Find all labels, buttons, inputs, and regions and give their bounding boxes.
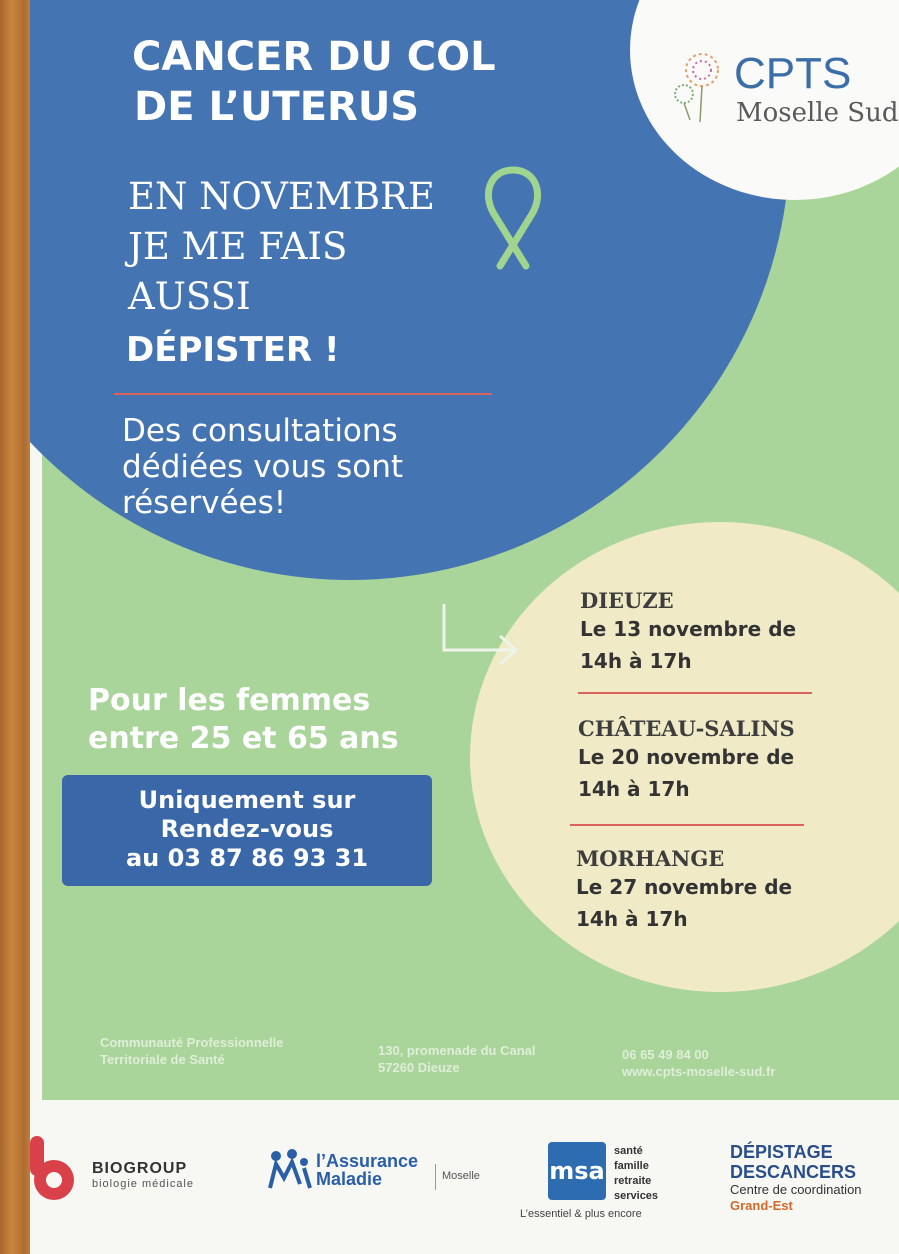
msa-line-2: famille <box>614 1160 649 1172</box>
msa-line-4: services <box>614 1190 659 1202</box>
biogroup-subtitle: biologie médicale <box>92 1178 194 1190</box>
footer-address <box>378 1042 536 1076</box>
subtitle-line-3: AUSSI <box>128 275 251 318</box>
msa-tagline: L’essentiel & plus encore <box>520 1208 642 1220</box>
assurance-line-1: l’Assurance <box>316 1151 419 1171</box>
appointment-phone: au 03 87 86 93 31 <box>125 844 369 872</box>
subtitle-line-2: JE ME FAIS <box>128 225 348 268</box>
footer-phone: 06 65 49 84 00 <box>622 1047 709 1062</box>
divider <box>114 393 492 395</box>
description-line-2: dédiées vous sont <box>122 449 404 485</box>
appointment-line-1: Uniquement sur <box>138 786 356 814</box>
assurance-maladie-text <box>316 1152 418 1188</box>
logo-name: CPTS <box>734 49 852 98</box>
awareness-ribbon-icon <box>468 162 558 277</box>
footer-org-line-1: Communauté Professionnelle <box>100 1035 284 1050</box>
subtitle-line-1: EN NOVEMBRE <box>128 175 435 218</box>
session-date: Le 20 novembre de <box>578 745 795 769</box>
session-hours: 14h à 17h <box>576 907 688 931</box>
session-city: CHÂTEAU-SALINS <box>578 716 795 741</box>
session-date: Le 27 novembre de <box>576 875 793 899</box>
session-divider <box>570 824 804 826</box>
session-hours: 14h à 17h <box>580 649 692 673</box>
footer-website: www.cpts-moselle-sud.fr <box>622 1064 776 1079</box>
session-divider <box>578 692 812 694</box>
description-line-1: Des consultations <box>122 413 398 449</box>
assurance-line-2: Maladie <box>316 1169 383 1189</box>
biogroup-name: BIOGROUP <box>92 1160 188 1177</box>
msa-line-3: retraite <box>614 1175 652 1187</box>
logo-region: Moselle Sud <box>736 98 899 128</box>
session-date: Le 13 novembre de <box>580 617 797 641</box>
depistage-line-3: Centre de coordination <box>730 1182 862 1197</box>
subtitle-emphasis: DÉPISTER ! <box>126 330 340 370</box>
footer-org-line-2: Territoriale de Santé <box>100 1052 225 1067</box>
session-hours: 14h à 17h <box>578 777 690 801</box>
msa-line-1: santé <box>614 1145 643 1157</box>
title-line-2: DE L’UTERUS <box>134 84 420 130</box>
assurance-maladie-icon <box>262 1144 314 1192</box>
session-city: DIEUZE <box>580 588 674 613</box>
target-line-1: Pour les femmes <box>88 683 371 718</box>
footer-contact <box>622 1046 775 1080</box>
session-chateau-salins <box>578 716 795 805</box>
appointment-line-2: Rendez-vous <box>160 815 334 843</box>
footer-org <box>100 1034 283 1068</box>
arrow-icon <box>438 600 524 670</box>
description-line-3: réservées! <box>122 485 287 521</box>
target-line-2: entre 25 et 65 ans <box>88 721 399 756</box>
depistage-line-1: DÉPISTAGE <box>730 1142 833 1162</box>
depistage-line-4: Grand-Est <box>730 1198 793 1213</box>
session-morhange <box>576 846 792 935</box>
dandelion-icon <box>670 50 730 125</box>
session-dieuze <box>580 588 796 677</box>
appointment-box <box>62 775 432 886</box>
assurance-region: Moselle <box>442 1170 480 1182</box>
poster <box>30 0 899 1254</box>
title-line-1: CANCER DU COL <box>132 34 496 80</box>
assurance-divider <box>435 1164 436 1190</box>
biogroup-logo-icon <box>30 1136 90 1206</box>
msa-text <box>614 1144 658 1204</box>
footer-address-line-1: 130, promenade du Canal <box>378 1043 536 1058</box>
msa-logo-icon: msa <box>548 1142 606 1200</box>
footer-address-line-2: 57260 Dieuze <box>378 1060 460 1075</box>
session-city: MORHANGE <box>576 846 725 871</box>
depistage-line-2: DESCANCERS <box>730 1162 857 1182</box>
depistage-logo <box>730 1142 862 1214</box>
